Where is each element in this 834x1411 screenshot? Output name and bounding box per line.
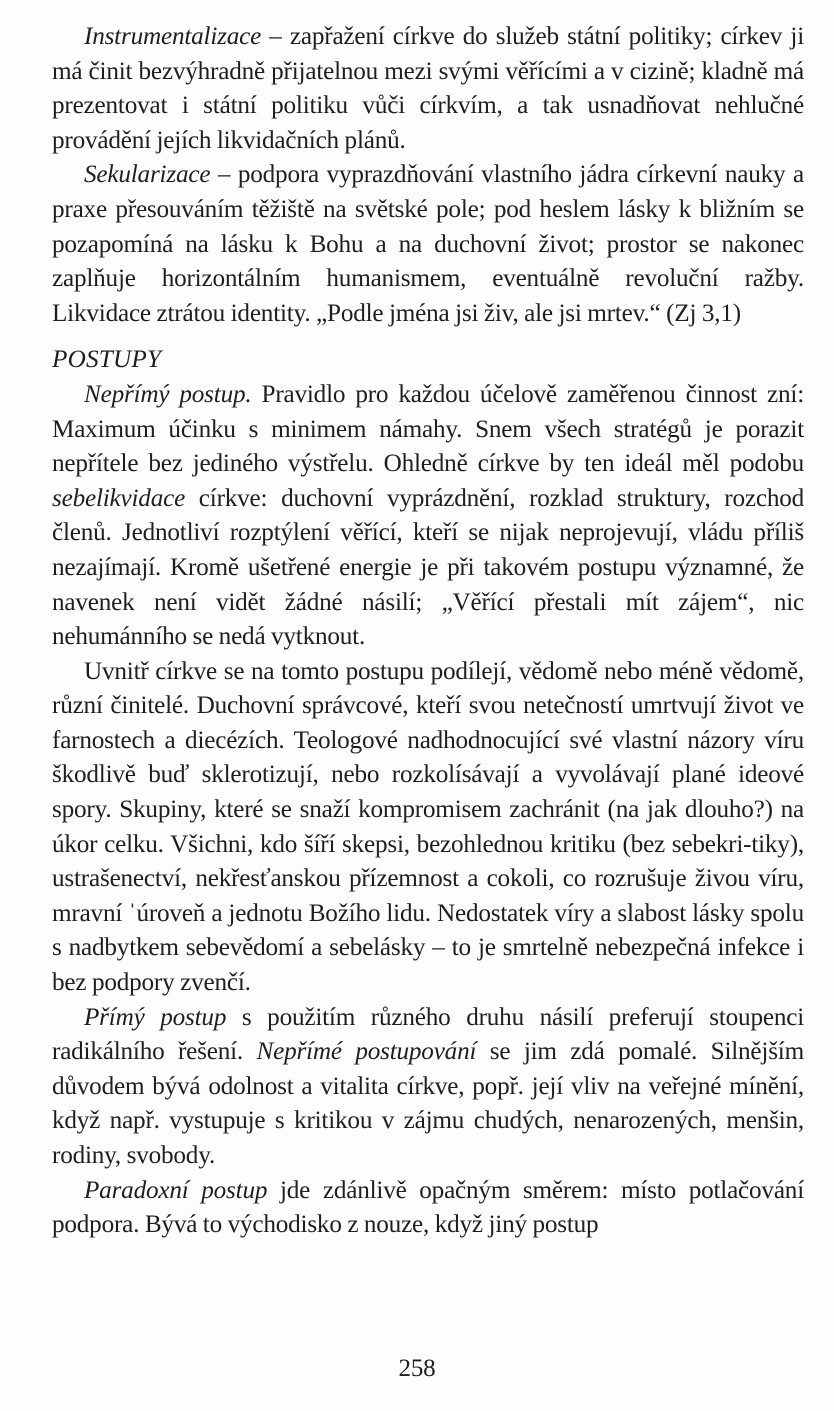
emph-sebelikvidace: sebelikvidace (52, 484, 186, 512)
text-paradoxni: jde zdánlivě opačným směrem: místo potlačování podpora. Bývá to východisko z nouze, když jiný postup (52, 1176, 804, 1239)
text-neprimy-after: církve: duchovní vyprázdnění, rozklad struktury, rozchod členů. Jednotliví rozptýlení věřící, kteří se nijak neprojevují, vládu příliš nezajímají. Kromě ušetřené energie je při takovém postupu významné, že navenek není vidět žádné násilí; „Věřící přestali mít zájem“, nic nehumánního se nedá vytknout. (52, 484, 804, 651)
text-sekularizace: – podpora vyprazdňování vlastního jádra církevní nauky a praxe přesouváním těžiště na světské pole; pod heslem lásky k bližním se pozapomíná na lásku k Bohu a na duchovní život; prostor se nakonec zaplňuje horizontálním humanismem, eventuálně revoluční ražby. Likvidace ztrátou identity. „Podle jména jsi živ, ale jsi mrtev.“ (Zj 3,1) (52, 161, 804, 327)
section-heading: POSTUPY (52, 346, 162, 374)
text-primy-after: se jim zdá pomalé. Silnějším důvodem bývá odolnost a vitalita církve, popř. její vliv na veřejné mínění, když např. vystupuje s kritikou v zájmu chudých, nenarozených, menšin, rodiny, svobody. (52, 1038, 805, 1169)
term-primy-postup: Přímý postup (84, 1003, 227, 1031)
term-neprimy-postup: Nepřímý postup. (84, 380, 252, 408)
paragraph-uvnitr-cirkve: Uvnitř církve se na tomto postupu podílejí, vědomě nebo méně vědomě, různí činitelé. Duchovní správcové, kteří svou netečností umrtvují život ve farnostech a diecézích. Teologové nadhodnocující své vlastní názory víru škodlivě buď sklerotizují, nebo rozkolísávají a vyvolávají plané ideové spory. Skupiny, které se snaží kompromisem zachránit (na jak dlouho?) na úkor celku. Všichni, kdo šíří skepsi, bezohlednou kritiku (bez sebekri-tiky), ustrašenectví, nekřesťanskou přízemnost a cokoli, co rozrušuje živou víru, mravní ˈúroveň a jednotu Božího lidu. Nedostatek víry a slabost lásky spolu s nadbytkem sebevědomí a sebelásky – to je smrtelně nebezpečná infekce i bez podpory zvenčí. (52, 657, 804, 997)
page-number: 258 (398, 1355, 436, 1382)
term-paradoxni-postup: Paradoxní postup (84, 1176, 268, 1204)
emph-neprime-postupovani: Nepřímé postupování (256, 1038, 477, 1066)
paragraph-neprimy-postup (52, 378, 804, 655)
text-instrumentalizace: – zapřažení církve do služeb státní politiky; církev ji má činit bezvýhradně přijatelnou mezi svými věřícími a v cizině; kladně má prezentovat i státní politiku vůči církvím, a tak usnadňovat nehlučné provádění jejích likvidačních plánů. (52, 23, 804, 154)
paragraph-instrumentalizace (52, 20, 804, 158)
paragraph-paradoxni-postup (52, 1174, 804, 1243)
term-sekularizace: Sekularizace (84, 161, 211, 189)
term-instrumentalizace: Instrumentalizace (84, 23, 262, 50)
text-neprimy-before: Pravidlo pro každou účelově zaměřenou činnost zní: Maximum účinku s minimem námahy. Snem všech stratégů je porazit nepřítele bez jediného výstřelu. Ohledně církve by ten ideál měl podobu (52, 380, 804, 478)
paragraph-primy-postup (52, 1001, 804, 1174)
text-primy-before: s použitím různého druhu násilí preferují stoupenci radikálního řešení. (52, 1003, 804, 1066)
paragraph-sekularizace (52, 158, 804, 331)
